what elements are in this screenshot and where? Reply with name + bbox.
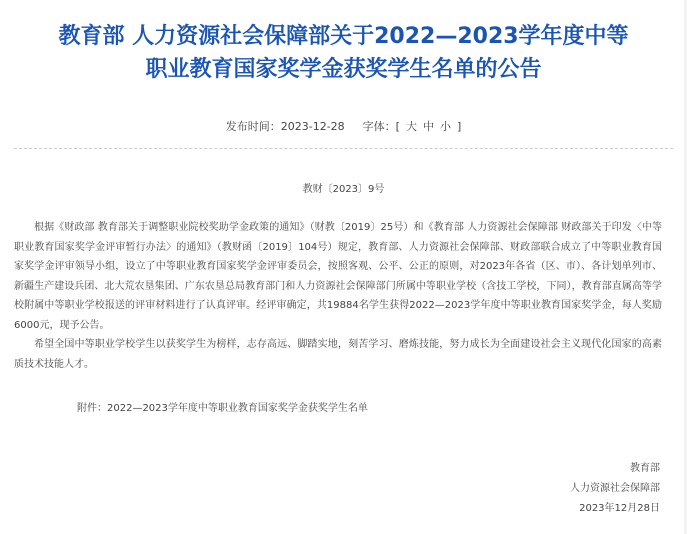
meta-divider <box>14 148 673 149</box>
publish-date: 2023-12-28 <box>280 120 345 133</box>
font-size-close-bracket: ] <box>456 120 462 133</box>
font-size-small-button[interactable]: 小 <box>439 120 451 133</box>
font-size-large-button[interactable]: 大 <box>405 120 417 133</box>
signer-moe: 教育部 <box>630 463 660 474</box>
attachment-link[interactable]: 附件：2022—2023学年度中等职业教育国家奖学金获奖学生名单 <box>77 403 368 414</box>
body-paragraph-1: 根据《财政部 教育部关于调整职业院校奖助学金政策的通知》（财教〔2019〕25号）和《教育部 人力资源社会保障部 财政部关于印发〈中等职业教育国家奖学金评审暂行办法〉的通知》（教财函〔2019〕104号）规定，教育部、人力资源社会保障部、财政部联合成立了中等职业教育国家奖学金评审领导小组，设立了中等职业教育国家奖学金评审委员会，按照客观、公平、公正的原则，对2023年各省（区、市）、各计划单列市、新疆生产建设兵团、北大荒农垦集团、广东农垦总局教育部门和人力资源社会保障部门所属中等职业学校（含技工学校，下同），教育部直属高等学校附属中等职业学校报送的评审材料进行了认真评审。经评审确定，共19884名学生获得2022—2023学年度中等职业教育国家奖学金，每人奖励6000元，现予公告。 <box>14 222 662 331</box>
article-title <box>0 20 687 86</box>
article-meta <box>0 118 687 134</box>
article-title-line-1: 教育部 人力资源社会保障部关于2022—2023学年度中等 <box>58 24 629 49</box>
sign-date: 2023年12月28日 <box>579 503 660 514</box>
article-title-line-2: 职业教育国家奖学金获奖学生名单的公告 <box>145 57 542 82</box>
font-size-label: 字体： <box>362 120 396 133</box>
publish-label: 发布时间： <box>225 120 281 133</box>
article-body <box>14 218 662 374</box>
signer-mohrss: 人力资源社会保障部 <box>570 483 660 494</box>
font-size-open-bracket: [ <box>395 120 400 133</box>
font-size-medium-button[interactable]: 中 <box>422 120 434 133</box>
doc-number: 教财〔2023〕9号 <box>302 184 385 195</box>
body-paragraph-2: 希望全国中等职业学校学生以获奖学生为榜样，志存高远、脚踏实地，刻苦学习、磨炼技能，努力成长为全面建设社会主义现代化国家的高素质技术技能人才。 <box>14 339 662 370</box>
